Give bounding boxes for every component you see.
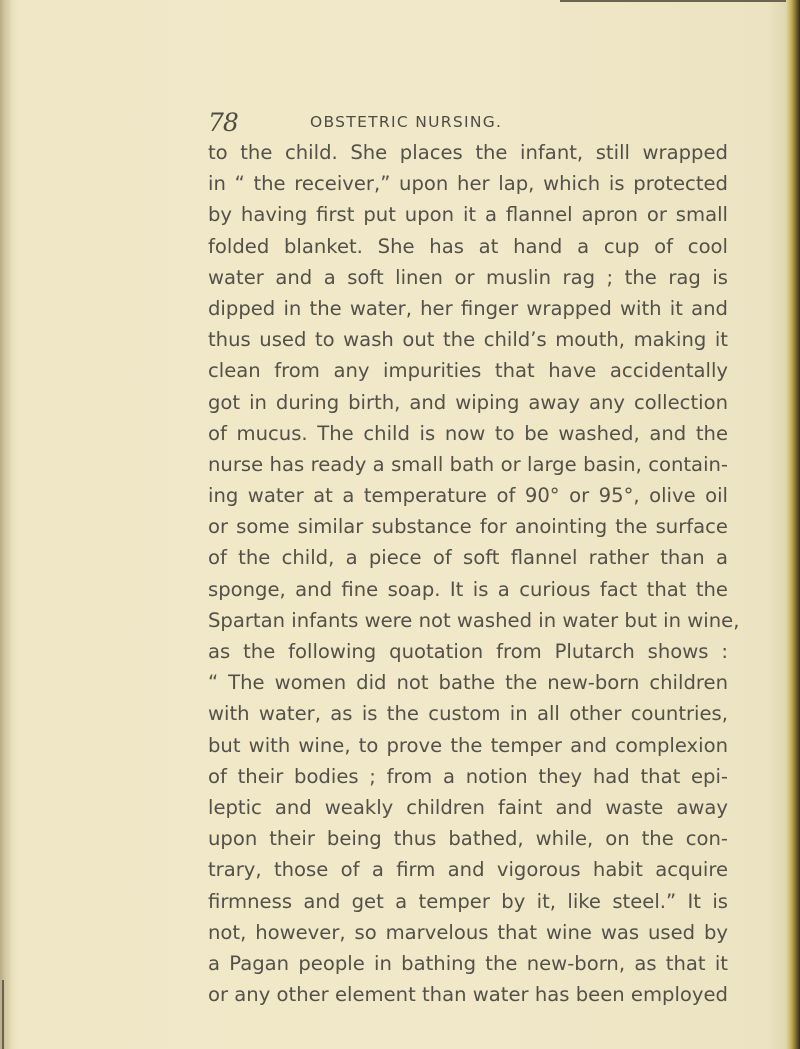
page-left-edge xyxy=(0,0,12,1049)
running-title: OBSTETRIC NURSING. xyxy=(310,113,503,131)
text-line: in “ the receiver,” upon her lap, which is protected xyxy=(208,172,728,196)
text-line: clean from any impurities that have accidentally xyxy=(208,359,728,383)
text-line: thus used to wash out the child’s mouth, making it xyxy=(208,328,728,352)
text-line: a Pagan people in bathing the new-born, as that it xyxy=(208,951,728,975)
text-line: firmness and get a temper by it, like steel.” It is xyxy=(208,889,728,913)
text-line: of mucus. The child is now to be washed, and the xyxy=(208,421,728,445)
text-line: water and a soft linen or muslin rag ; the rag is xyxy=(208,265,728,289)
text-line: dipped in the water, her finger wrapped with it and xyxy=(208,296,728,320)
text-line: upon their being thus bathed, while, on the con- xyxy=(208,827,728,851)
text-line: ing water at a temperature of 90° or 95°, olive oil xyxy=(208,484,728,508)
text-line: got in during birth, and wiping away any collection xyxy=(208,390,728,414)
text-line: trary, those of a firm and vigorous habit acquire xyxy=(208,858,728,882)
page-number: 78 xyxy=(208,108,238,137)
text-line: by having first put upon it a flannel apron or small xyxy=(208,203,728,227)
text-line: but with wine, to prove the temper and complexion xyxy=(208,733,728,757)
text-line: or some similar substance for anointing the surface xyxy=(208,515,728,539)
body-text xyxy=(208,137,740,1010)
page-header xyxy=(208,108,768,138)
text-line: nurse has ready a small bath or large basin, contain- xyxy=(208,452,728,476)
text-line: of the child, a piece of soft flannel rather than a xyxy=(208,546,728,570)
text-line: to the child. She places the infant, still wrapped xyxy=(208,141,728,164)
text-line: sponge, and fine soap. It is a curious fact that the xyxy=(208,577,728,601)
page-left-mark xyxy=(2,980,4,1049)
text-line: Spartan infants were not washed in water but in wine, xyxy=(208,608,740,632)
text-line: folded blanket. She has at hand a cup of cool xyxy=(208,234,728,258)
page-top-edge xyxy=(560,0,786,2)
text-line: as the following quotation from Plutarch shows : xyxy=(208,640,728,663)
text-line: of their bodies ; from a notion they had that epi- xyxy=(208,764,728,788)
book-spine-edge xyxy=(786,0,800,1049)
text-line: with water, as is the custom in all other countries, xyxy=(208,702,728,726)
text-line: leptic and weakly children faint and waste away xyxy=(208,795,728,819)
text-line: or any other element than water has been employed xyxy=(208,983,728,1007)
text-line: not, however, so marvelous that wine was used by xyxy=(208,920,728,944)
text-line: “ The women did not bathe the new-born children xyxy=(208,671,728,695)
